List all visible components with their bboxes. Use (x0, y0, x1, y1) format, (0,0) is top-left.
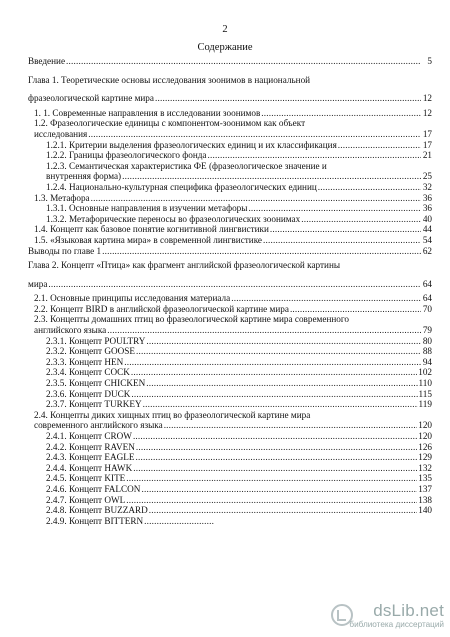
toc-entry-label: 1.2.2. Границы фразеологического фонда (46, 150, 207, 161)
watermark-logo (330, 601, 444, 631)
toc-entry: 2.4. Концепты диких хищных птиц во фразеологической картине мира (34, 409, 311, 420)
toc-entry-page: 17 (422, 139, 432, 150)
page-title: Содержание (197, 42, 253, 53)
toc-entry (28, 463, 432, 474)
toc-entry-label: 2.4.9. Концепт BITTERN (46, 515, 144, 526)
toc-leader-dots (133, 431, 417, 442)
toc-entry-label: современного английского языка (34, 420, 163, 431)
toc-entry-label: 2.4.7. Концепт OWL (46, 494, 126, 505)
toc-leader-dots (102, 246, 421, 257)
toc-entry (28, 389, 432, 400)
toc-entry (28, 214, 432, 225)
toc-entry-label: 2.4.3. Концепт EAGLE (46, 452, 135, 463)
toc-entry (28, 484, 432, 495)
toc-entry-page: 21 (422, 150, 432, 161)
toc-leader-dots (126, 495, 417, 506)
toc-entry-label: 2.1. Основные принципы исследования материала (34, 293, 231, 304)
toc-leader-dots (270, 224, 421, 235)
toc-leader-dots (290, 304, 421, 315)
toc-entry-page: 40 (422, 213, 432, 224)
toc-entry (28, 193, 432, 204)
toc-entry-label: 2.3.4. Концепт COCK (46, 367, 130, 378)
toc-entry-page: 62 (422, 245, 432, 256)
toc-entry (28, 293, 432, 304)
toc-entry-label: 2.4.1. Концепт CROW (46, 431, 132, 441)
toc-entry-page: 64 (422, 278, 432, 289)
toc-entry-page: 17 (422, 128, 432, 139)
toc-leader-dots (143, 399, 418, 410)
toc-entry-page: 44 (422, 224, 432, 235)
toc-entry (28, 150, 432, 161)
toc-entry-label: исследования (34, 128, 88, 139)
toc-leader-dots (124, 357, 421, 368)
toc-leader-dots (141, 484, 417, 495)
toc-leader-dots (208, 150, 421, 161)
toc-entry-label: фразеологической картине мира (28, 93, 154, 104)
toc-leader-dots (155, 93, 421, 104)
toc-entry-label: 1.2.1. Критерии выделения фразеологических единиц и их классификация (46, 139, 337, 150)
toc-leader-dots (48, 279, 421, 290)
toc-entry-page: 79 (422, 325, 432, 336)
toc-leader-dots (149, 505, 417, 516)
toc-leader-dots (131, 367, 417, 378)
toc-entry-page: 32 (422, 181, 432, 192)
toc-leader-dots (144, 516, 214, 527)
toc-leader-dots (231, 293, 421, 304)
toc-entry-label: 2.2. Концепт BIRD в английской фразеологической картине мира (34, 303, 289, 314)
toc-leader-dots (136, 442, 417, 453)
toc-entry (28, 140, 432, 151)
toc-leader-dots (66, 56, 421, 67)
toc-entry-label: английского языка (34, 325, 107, 336)
toc-leader-dots (301, 214, 421, 225)
toc-entry-label: 1.3.1. Основные направления в изучении метафоры (46, 203, 248, 214)
toc-entry (28, 357, 432, 368)
toc-entry-label: 2.4.2. Концепт RAVEN (46, 441, 135, 452)
toc-entry-page: 64 (422, 293, 432, 304)
toc-leader-dots (318, 182, 421, 193)
toc-entry (28, 108, 432, 119)
toc-leader-dots (164, 420, 418, 431)
toc-entry-page: 88 (422, 346, 432, 357)
toc-entry: 2.3. Концепты домашних птиц во фразеологической картине мира современного (34, 314, 350, 325)
toc-entry-label: 2.3.2. Концепт GOOSE (46, 346, 135, 357)
toc-leader-dots (91, 193, 421, 204)
toc-entry (28, 279, 432, 290)
watermark-brand: dsLib.net (373, 601, 444, 620)
toc-entry (28, 336, 432, 347)
toc-entry-page: 115 (418, 388, 432, 399)
toc-entry-page: 25 (422, 171, 432, 182)
toc-entry-label: 1. 1. Современные направления в исследовании зоонимов (34, 107, 261, 118)
toc-leader-dots (88, 129, 421, 140)
toc-entry-page: 5 (427, 56, 432, 66)
toc-leader-dots (136, 346, 421, 357)
toc-entry (28, 431, 432, 442)
toc-entry-label: Введение (28, 56, 66, 66)
toc-leader-dots (126, 473, 417, 484)
toc-entry-page: 119 (418, 399, 432, 410)
toc-entry-page: 102 (418, 367, 432, 378)
toc-entry: 1.2.3. Семантическая характеристика ФЕ (фразеологическое значение и (46, 160, 327, 171)
toc-leader-dots (261, 108, 421, 119)
toc-entry-label: 2.3.6. Концепт DUCK (46, 388, 131, 399)
toc-leader-dots (263, 235, 421, 246)
toc-entry-page: 94 (422, 356, 432, 367)
toc-entry-label: 1.3.2. Метафорические переносы во фразеологических зоонимах (46, 213, 301, 224)
toc-leader-dots (133, 463, 417, 474)
toc-entry-label: 1.2.4. Национально-культурная специфика фразеологических единиц (46, 181, 317, 192)
table-of-contents (28, 56, 432, 526)
toc-entry-label: Выводы по главе 1 (28, 245, 102, 256)
toc-entry-page: 36 (422, 203, 432, 214)
toc-entry: Глава 1. Теоретические основы исследования зоонимов в национальной (28, 74, 311, 85)
toc-entry-page: 140 (418, 505, 432, 516)
toc-entry-label: 2.3.5. Концепт CHICKEN (46, 378, 146, 389)
toc-entry-page: 70 (422, 303, 432, 314)
toc-entry-page: 129 (418, 452, 432, 463)
toc-entry (28, 304, 432, 315)
toc-entry-page: 138 (418, 494, 432, 505)
toc-entry (28, 367, 432, 378)
toc-entry-label: 2.4.6. Концепт FALCON (46, 483, 141, 494)
toc-entry-label: 1.5. «Языковая картина мира» в современной лингвистике (34, 234, 263, 245)
toc-entry (28, 182, 432, 193)
toc-entry-label: 2.3.7. Концепт TURKEY (46, 399, 142, 410)
toc-entry-label: 2.3.1. Концепт POULTRY (46, 335, 146, 346)
toc-entry-page: 132 (418, 462, 432, 473)
watermark-tagline: библиотека диссертаций (349, 620, 444, 629)
toc-leader-dots (107, 325, 421, 336)
toc-entry-page: 135 (418, 473, 432, 484)
toc-entry-label: 2.4.5. Концепт KITE (46, 473, 126, 484)
toc-entry (28, 224, 432, 235)
toc-entry (28, 56, 432, 67)
toc-leader-dots (135, 452, 417, 463)
toc-entry-page: 110 (418, 378, 432, 389)
toc-leader-dots (248, 203, 421, 214)
toc-entry-page: 12 (422, 93, 432, 104)
toc-entry-page: 126 (418, 441, 432, 452)
toc-entry-label: 2.4.8. Концепт BUZZARD (46, 505, 148, 516)
toc-entry (28, 171, 432, 182)
toc-entry: Глава 2. Концепт «Птица» как фрагмент английской фразеологической картины (28, 260, 341, 271)
toc-leader-dots (131, 389, 417, 400)
toc-entry: 1.2. Фразеологические единицы с компонентом-зоонимом как объект (34, 118, 306, 129)
toc-entry (28, 325, 432, 336)
toc-entry-label: внутренняя форма) (46, 171, 122, 182)
toc-entry (28, 399, 432, 410)
toc-entry-page: 12 (422, 107, 432, 118)
toc-entry-label: 1.4. Концепт как базовое понятие когнитивной лингвистики (34, 224, 269, 235)
toc-entry (28, 473, 432, 484)
toc-entry-label: 2.4.4. Концепт HAWK (46, 462, 133, 473)
toc-entry (28, 346, 432, 357)
toc-entry (28, 246, 432, 257)
toc-entry-label: мира (28, 278, 48, 289)
toc-entry (28, 452, 432, 463)
page-number: 2 (222, 24, 228, 35)
toc-leader-dots (338, 140, 421, 151)
toc-entry (28, 93, 432, 104)
toc-entry (28, 203, 432, 214)
toc-entry (28, 505, 432, 516)
toc-entry-page: 54 (422, 234, 432, 245)
toc-entry-page: 137 (418, 483, 432, 494)
toc-entry (28, 442, 432, 453)
toc-entry-page: 120 (418, 431, 432, 441)
toc-entry-label: 2.3.3. Концепт HEN (46, 356, 124, 367)
toc-entry (28, 420, 432, 431)
toc-leader-dots (146, 336, 421, 347)
toc-entry-label: 1.3. Метафора (34, 192, 90, 203)
toc-entry-page: 36 (422, 192, 432, 203)
toc-leader-dots (122, 171, 421, 182)
toc-entry-page: 80 (422, 335, 432, 346)
toc-leader-dots (146, 378, 417, 389)
toc-entry (28, 378, 432, 389)
toc-entry (28, 129, 432, 140)
toc-entry (28, 495, 432, 506)
toc-entry (28, 235, 432, 246)
toc-entry-page: 120 (418, 420, 432, 431)
toc-entry (28, 516, 432, 527)
